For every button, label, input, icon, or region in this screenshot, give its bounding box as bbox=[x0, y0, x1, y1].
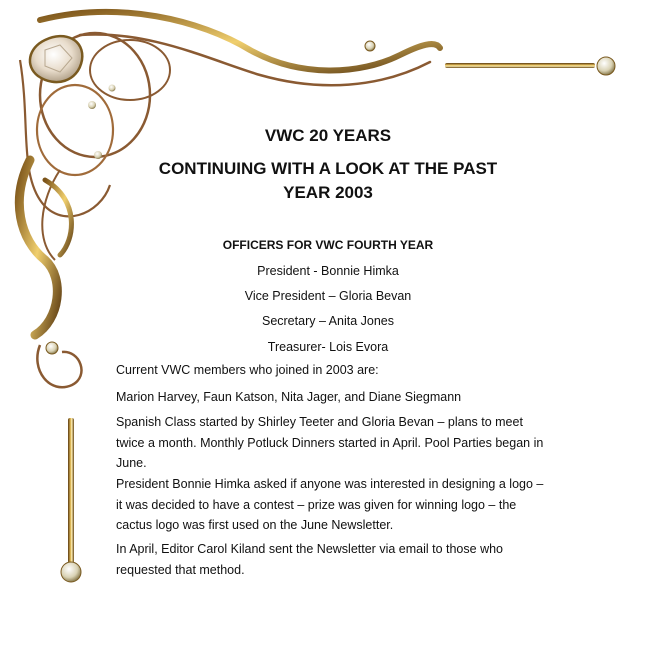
paragraph-newsletter: In April, Editor Carol Kiland sent the Newsletter via email to those who requested that method. bbox=[116, 542, 503, 577]
heading-line-3: YEAR 2003 bbox=[283, 183, 373, 202]
heading-line-1: VWC 20 YEARS bbox=[264, 126, 392, 145]
officers-title: OFFICERS FOR VWC FOURTH YEAR bbox=[222, 238, 434, 252]
officer-treasurer: Treasurer- Lois Evora bbox=[267, 340, 389, 354]
officer-vice-president: Vice President – Gloria Bevan bbox=[244, 289, 412, 303]
paragraph-spanish-class: Spanish Class started by Shirley Teeter and Gloria Bevan – plans to meet twice a month. Monthly Potluck Dinners started in April. Pool Parties began in June. bbox=[116, 415, 544, 470]
members-names: Marion Harvey, Faun Katson, Nita Jager, and Diane Siegmann bbox=[116, 390, 462, 404]
officer-president: President - Bonnie Himka bbox=[257, 264, 399, 278]
paragraph-logo: President Bonnie Himka asked if anyone was interested in designing a logo – it was decided to have a contest – prize was given for winning logo – the cactus logo was first used on the June Newsletter. bbox=[116, 477, 544, 532]
officer-secretary: Secretary – Anita Jones bbox=[261, 314, 395, 328]
heading-line-2: CONTINUING WITH A LOOK AT THE PAST bbox=[158, 159, 498, 178]
members-intro: Current VWC members who joined in 2003 are: bbox=[116, 363, 379, 377]
